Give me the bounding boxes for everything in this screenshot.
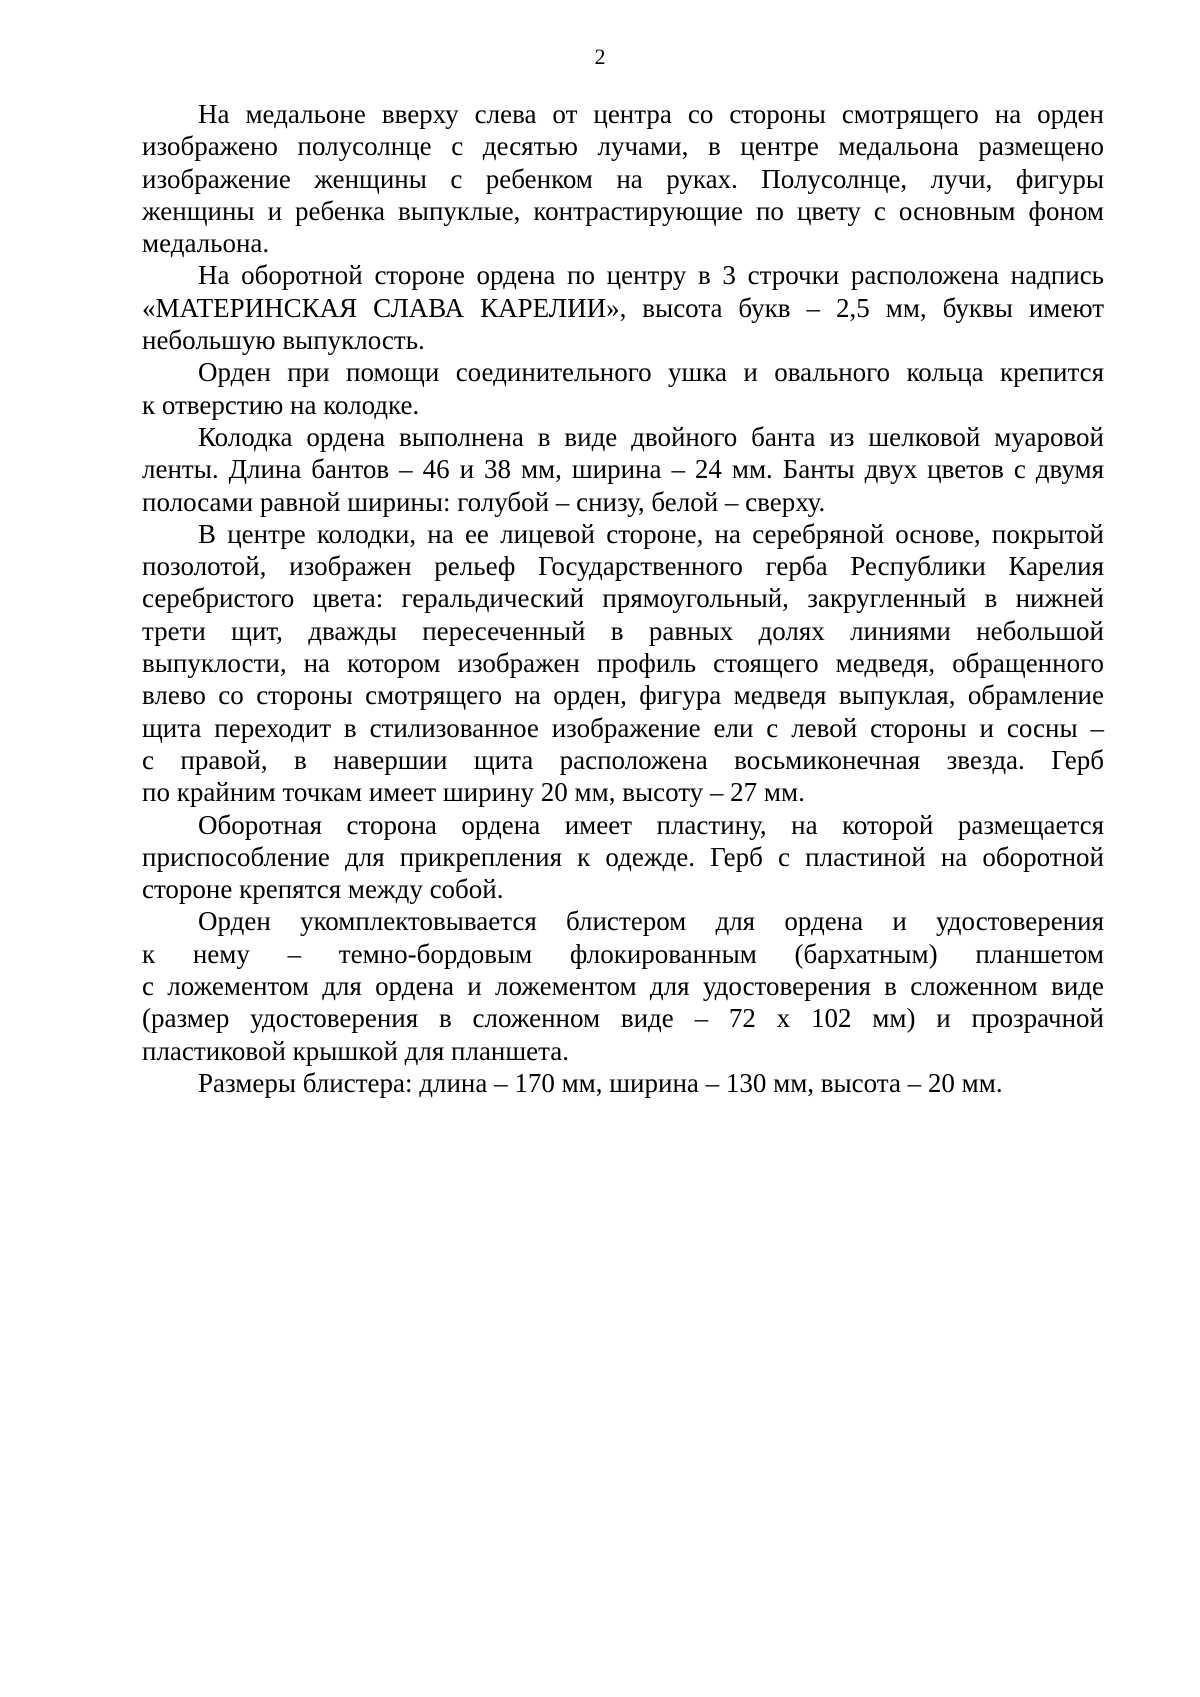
paragraph-line: щита переходит в стилизованное изображение ели с левой стороны и сосны – <box>142 712 1104 743</box>
paragraph <box>142 259 1104 356</box>
paragraph-line: изображение женщины с ребенком на руках. Полусолнце, лучи, фигуры <box>142 163 1104 194</box>
paragraph <box>142 809 1104 906</box>
paragraph <box>142 518 1104 809</box>
paragraph-line: На медальоне вверху слева от центра со стороны смотрящего на орден <box>198 99 1104 129</box>
paragraph-line: полосами равной ширины: голубой – снизу, белой – сверху. <box>142 486 826 517</box>
paragraph-line: (размер удостоверения в сложенном виде – 72 х 102 мм) и прозрачной <box>142 1003 1104 1034</box>
paragraph-line: влево со стороны смотрящего на орден, фигура медведя выпуклая, обрамление <box>142 680 1104 711</box>
paragraph <box>142 356 1104 421</box>
paragraph-line: небольшую выпуклость. <box>142 325 425 356</box>
paragraph-line: пластиковой крышкой для планшета. <box>142 1035 570 1066</box>
paragraph-line: с правой, в навершии щита расположена восьмиконечная звезда. Герб <box>142 744 1104 775</box>
paragraph-line: женщины и ребенка выпуклые, контрастирующие по цвету с основным фоном <box>142 195 1104 226</box>
paragraph <box>142 1067 1104 1099</box>
paragraph <box>142 98 1104 259</box>
paragraph-line: серебристого цвета: геральдический прямоугольный, закругленный в нижней <box>142 583 1104 614</box>
paragraph-line: Размеры блистера: длина – 170 мм, ширина – 130 мм, высота – 20 мм. <box>198 1067 1003 1098</box>
paragraph <box>142 905 1104 1066</box>
paragraph-line: по крайним точкам имеет ширину 20 мм, высоту – 27 мм. <box>142 777 805 808</box>
paragraph-line: В центре колодки, на ее лицевой стороне, на серебряной основе, покрытой <box>198 518 1104 549</box>
paragraph-line: Оборотная сторона ордена имеет пластину, на которой размещается <box>198 809 1104 840</box>
page-number: 2 <box>594 44 606 69</box>
paragraph-line: стороне крепятся между собой. <box>142 874 504 905</box>
paragraph-line: выпуклости, на котором изображен профиль стоящего медведя, обращенного <box>142 648 1104 679</box>
paragraph-line: с ложементом для ордена и ложементом для удостоверения в сложенном виде <box>142 971 1104 1002</box>
paragraph-line: Орден укомплектовывается блистером для ордена и удостоверения <box>198 906 1104 937</box>
paragraph-line: приспособление для прикрепления к одежде. Герб с пластиной на оборотной <box>142 841 1104 872</box>
paragraph-line: трети щит, дважды пересеченный в равных долях линиями небольшой <box>142 615 1104 646</box>
paragraph-line: Колодка ордена выполнена в виде двойного банта из шелковой муаровой <box>198 421 1104 452</box>
paragraph-line: «МАТЕРИНСКАЯ СЛАВА КАРЕЛИИ», высота букв – 2,5 мм, буквы имеют <box>142 292 1104 323</box>
paragraph-line: позолотой, изображен рельеф Государственного герба Республики Карелия <box>142 551 1104 582</box>
paragraph-line: медальона. <box>142 228 270 259</box>
document-body <box>142 98 1104 1099</box>
paragraph-line: изображено полусолнце с десятью лучами, в центре медальона размещено <box>142 131 1104 162</box>
paragraph <box>142 421 1104 518</box>
paragraph-line: ленты. Длина бантов – 46 и 38 мм, ширина – 24 мм. Банты двух цветов с двумя <box>142 454 1104 485</box>
paragraph-line: к нему – темно-бордовым флокированным (бархатным) планшетом <box>142 938 1104 969</box>
paragraph-line: На оборотной стороне ордена по центру в 3 строчки расположена надпись <box>198 260 1104 291</box>
paragraph-line: к отверстию на колодке. <box>142 389 420 420</box>
paragraph-line: Орден при помощи соединительного ушка и овального кольца крепится <box>198 357 1104 388</box>
